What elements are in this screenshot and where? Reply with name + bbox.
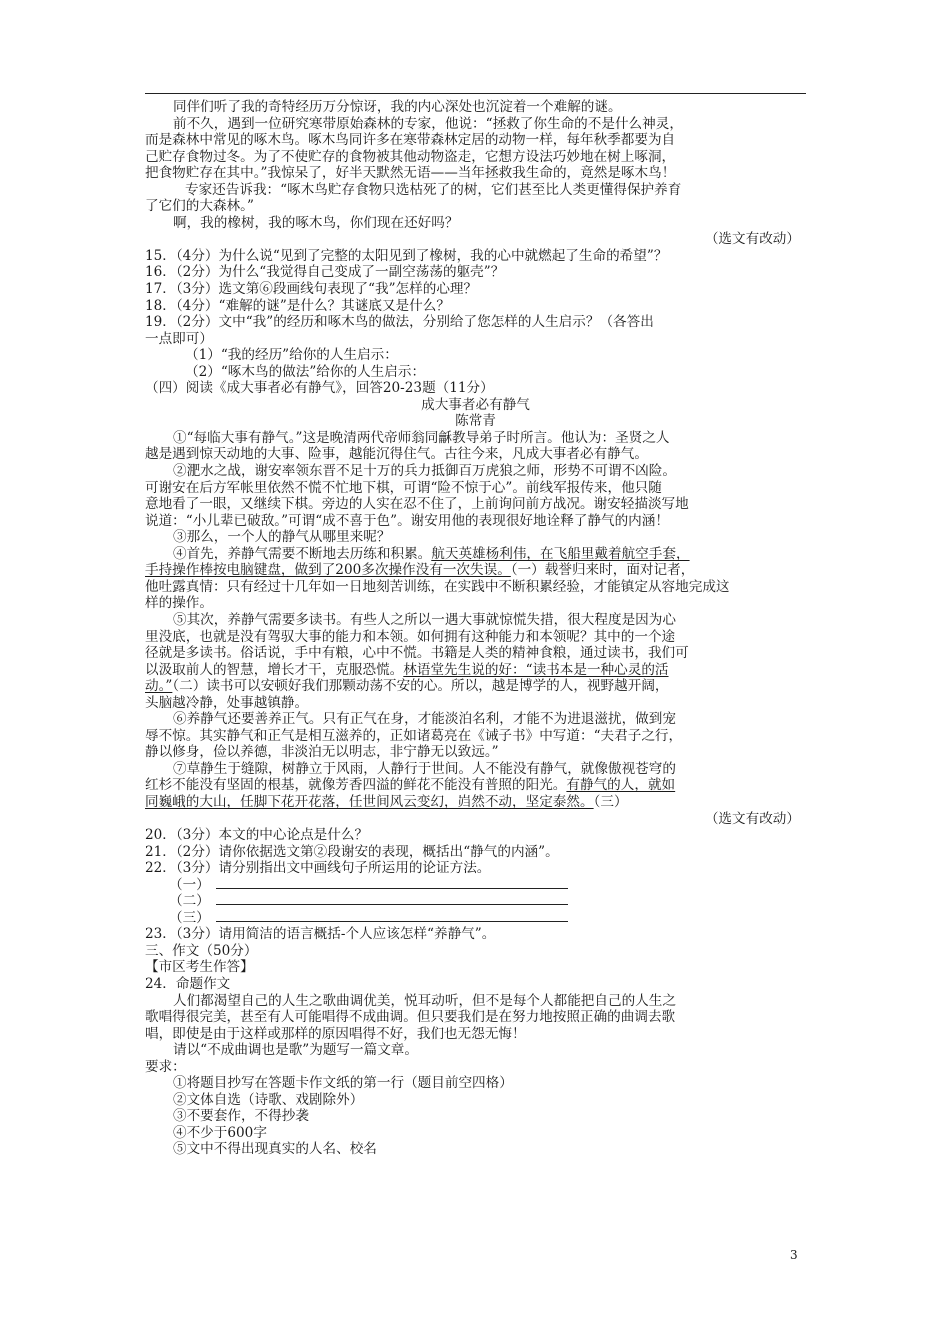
essay-paragraph: 辱不惊。其实静气和正气是相互滋养的，正如诸葛亮在《诫子书》中写道：“夫君子之行， (145, 727, 683, 744)
essay-paragraph (145, 562, 806, 579)
header-rule (145, 93, 806, 94)
answer-label: （一） (169, 876, 210, 893)
answer-label: （二） (169, 893, 210, 910)
essay-paragraph: ②淝水之战，谢安率领东晋不足十万的兵力抵御百万虎狼之师，形势不可谓不凶险。 (173, 463, 676, 480)
composition-prompt: 歌唱得很完美，甚至有人可能唱得不成曲调。但只要我们是在努力地按照正确的曲调去歌 (145, 1009, 676, 1026)
composition-heading: 三、作文（50分） (145, 942, 258, 959)
plain-text: 以汲取前人的智慧，增长才干，克服恐慌。 (145, 661, 404, 678)
answer-blank[interactable] (216, 911, 568, 922)
requirement-item: ③不要套作，不得抄袭 (173, 1108, 309, 1125)
question-20: 20．（3分）本文的中心论点是什么？ (145, 827, 369, 844)
plain-text: （一）载誉归来时，面对记者， (510, 562, 695, 579)
essay-paragraph (145, 794, 806, 811)
composition-prompt: 唱，即使是由于这样或那样的原因唱得不好，我们也无怨无悔！ (145, 1025, 526, 1042)
story-paragraph: 专家还告诉我：“啄木鸟贮存食物只选枯死了的树，它们甚至比人类更懂得保护养育 (185, 181, 682, 198)
answer-line-3 (145, 910, 806, 927)
question-19: 19．（2分）文中“我”的经历和啄木鸟的做法，分别给了您怎样的人生启示？（各答出 (145, 314, 654, 331)
question-23: 23．（3分）请用简洁的语言概括-个人应该怎样“养静气”。 (145, 926, 496, 943)
question-18: 18．（4分）“难解的谜”是什么？其谜底又是什么？ (145, 297, 450, 314)
page-number: 3 (790, 1248, 798, 1262)
underlined-sentence-2: 动。” (145, 678, 173, 695)
composition-prompt: 人们都渴望自己的人生之歌曲调优美，悦耳动听，但不是每个人都能把自己的人生之 (173, 992, 676, 1009)
story-paragraph: 己贮存食物过冬。为了不使贮存的食物被其他动物盗走，它想方设法巧妙地在树上啄洞， (145, 148, 676, 165)
question-21: 21．（2分）请你依据选文第②段谢安的表现，概括出“静气的内涵”。 (145, 843, 559, 860)
answer-label: （三） (169, 909, 210, 926)
essay-paragraph: ⑥养静气还要善养正气。只有正气在身，才能淡泊名利，才能不为进退滋扰，做到宠 (173, 711, 676, 728)
requirement-item: ②文体自选（诗歌、戏剧除外） (173, 1091, 364, 1108)
story-paragraph: 同伴们听了我的奇特经历万分惊讶，我的内心深处也沉淀着一个难解的谜。 (173, 99, 622, 115)
answer-line-2 (145, 893, 806, 910)
story-paragraph: 而是森林中常见的啄木鸟。啄木鸟同许多在寒带森林定居的动物一样，每年秋季都要为自 (145, 132, 676, 149)
essay-paragraph: ⑤其次，养静气需要多读书。有些人之所以一遇大事就惊慌失措，很大程度是因为心 (173, 611, 676, 628)
essay-source-note: （选文有改动） (704, 810, 800, 827)
essay-paragraph: 说道：“小儿辈已破敌。”可谓“成不喜于色”。谢安用他的表现很好地诠释了静气的内涵！ (145, 512, 669, 529)
story-paragraph: 把食物贮存在其中。”我惊呆了，好半天默然无语——当年拯救我生命的，竟然是啄木鸟！ (145, 165, 676, 182)
essay-paragraph (145, 678, 806, 695)
essay-paragraph (145, 662, 806, 679)
essay-paragraph: 里没底，也就是没有驾驭大事的能力和本领。如何拥有这种能力和本领呢？其中的一个途 (145, 628, 676, 645)
essay-title: 成大事者必有静气 (421, 396, 530, 413)
question-19-sub2: （2）“啄木鸟的做法”给你的人生启示： (185, 363, 426, 380)
section-heading: （四）阅读《成大事者必有静气》，回答20-23题（11分） (145, 380, 494, 397)
essay-paragraph (145, 777, 806, 794)
plain-text: 红杉不能没有坚固的根基，就像芳香四溢的鲜花不能没有普照的阳光。 (145, 777, 567, 794)
question-24: 24．命题作文 (145, 975, 231, 992)
answer-line-1 (145, 877, 806, 894)
underlined-sentence-3: 同巍峨的大山，任脚下花开花落，任世间风云变幻，岿然不动，坚定泰然。 (145, 793, 594, 810)
composition-instruction: 请以“不成曲调也是歌”为题写一篇文章。 (173, 1042, 418, 1059)
requirement-item: ⑤文中不得出现真实的人名、校名 (173, 1141, 377, 1158)
requirement-item: ④不少于600字 (173, 1124, 267, 1141)
essay-paragraph: 他吐露真情：只有经过十几年如一日地刻苦训练，在实践中不断积累经验，才能镇定从容地完成这 (145, 578, 730, 595)
underlined-sentence-2: 林语堂先生说的好：“读书本是一种心灵的活 (403, 661, 669, 678)
underlined-sentence-1: 航天英雄杨利伟，在飞船里戴着航空手套， (431, 545, 690, 562)
underlined-sentence-1: 手持操作棒按电脑键盘，做到了200多次操作没有一次失误。 (145, 562, 511, 579)
essay-paragraph: ⑦草静生于缝隙，树静立于风雨，人静行于世间。人不能没有静气，就像傲视苍穹的 (173, 760, 676, 777)
question-15: 15．（4分）为什么说“见到了完整的太阳见到了橡树，我的心中就燃起了生命的希望”？ (145, 247, 668, 264)
essay-paragraph: ③那么，一个人的静气从哪里来呢？ (173, 529, 391, 546)
story-source-note: （选文有改动） (704, 231, 800, 248)
essay-paragraph: 头脑越冷静，处事越镇静。 (145, 694, 309, 711)
plain-text: （三） (593, 793, 628, 810)
question-22: 22．（3分）请分别指出文中画线句子所运用的论证方法。 (145, 860, 491, 877)
answer-blank[interactable] (216, 894, 568, 905)
page-content (145, 99, 806, 1158)
composition-group: 【市区考生作答】 (145, 959, 254, 976)
essay-paragraph (145, 546, 806, 563)
question-19-sub1: （1）“我的经历”给你的人生启示： (185, 347, 398, 364)
requirement-item: ①将题目抄写在答题卡作文纸的第一行（题目前空四格） (173, 1075, 513, 1092)
essay-paragraph: 样的操作。 (145, 595, 213, 612)
essay-paragraph: 越是遇到惊天动地的大事、险事，越能沉得住气。古往今来，凡成大事者必有静气。 (145, 446, 648, 463)
plain-text: ④首先，养静气需要不断地去历练和积累。 (173, 545, 432, 562)
story-paragraph: 了它们的大森林。” (145, 198, 254, 215)
question-16: 16．（2分）为什么“我觉得自己变成了一副空荡荡的躯壳”？ (145, 264, 505, 281)
essay-paragraph: 径就是多读书。俗话说，手中有粮，心中不慌。书籍是人类的精神食粮，通过读书，我们可 (145, 645, 689, 662)
essay-paragraph: 可谢安在后方军帐里依然不慌不忙地下棋，可谓“险不惊于心”。前线军报传来，他只随 (145, 479, 662, 496)
answer-blank[interactable] (216, 878, 568, 889)
essay-paragraph: 意地看了一眼，又继续下棋。旁边的人实在忍不住了，上前询问前方战况。谢安轻描淡写地 (145, 496, 689, 513)
question-19-cont: 一点即可） (145, 330, 213, 347)
plain-text: （二）读书可以安顿好我们那颗动荡不安的心。所以，越是博学的人，视野越开阔， (172, 678, 669, 695)
essay-paragraph: 静以修身，俭以养德，非淡泊无以明志，非宁静无以致远。” (145, 744, 499, 761)
essay-author: 陈常青 (455, 413, 496, 430)
story-paragraph: 啊，我的橡树，我的啄木鸟，你们现在还好吗？ (173, 214, 459, 231)
requirements-label: 要求： (145, 1058, 186, 1075)
underlined-sentence-3: 有静气的人，就如 (566, 777, 676, 794)
essay-paragraph: ①“每临大事有静气。”这是晚清两代帝师翁同龢教导弟子时所言。他认为：圣贤之人 (173, 429, 670, 446)
question-17: 17．（3分）选文第⑥段画线句表现了“我”怎样的心理？ (145, 281, 478, 298)
story-paragraph: 前不久，遇到一位研究寒带原始森林的专家，他说：“拯救了你生命的不是什么神灵， (173, 115, 683, 132)
